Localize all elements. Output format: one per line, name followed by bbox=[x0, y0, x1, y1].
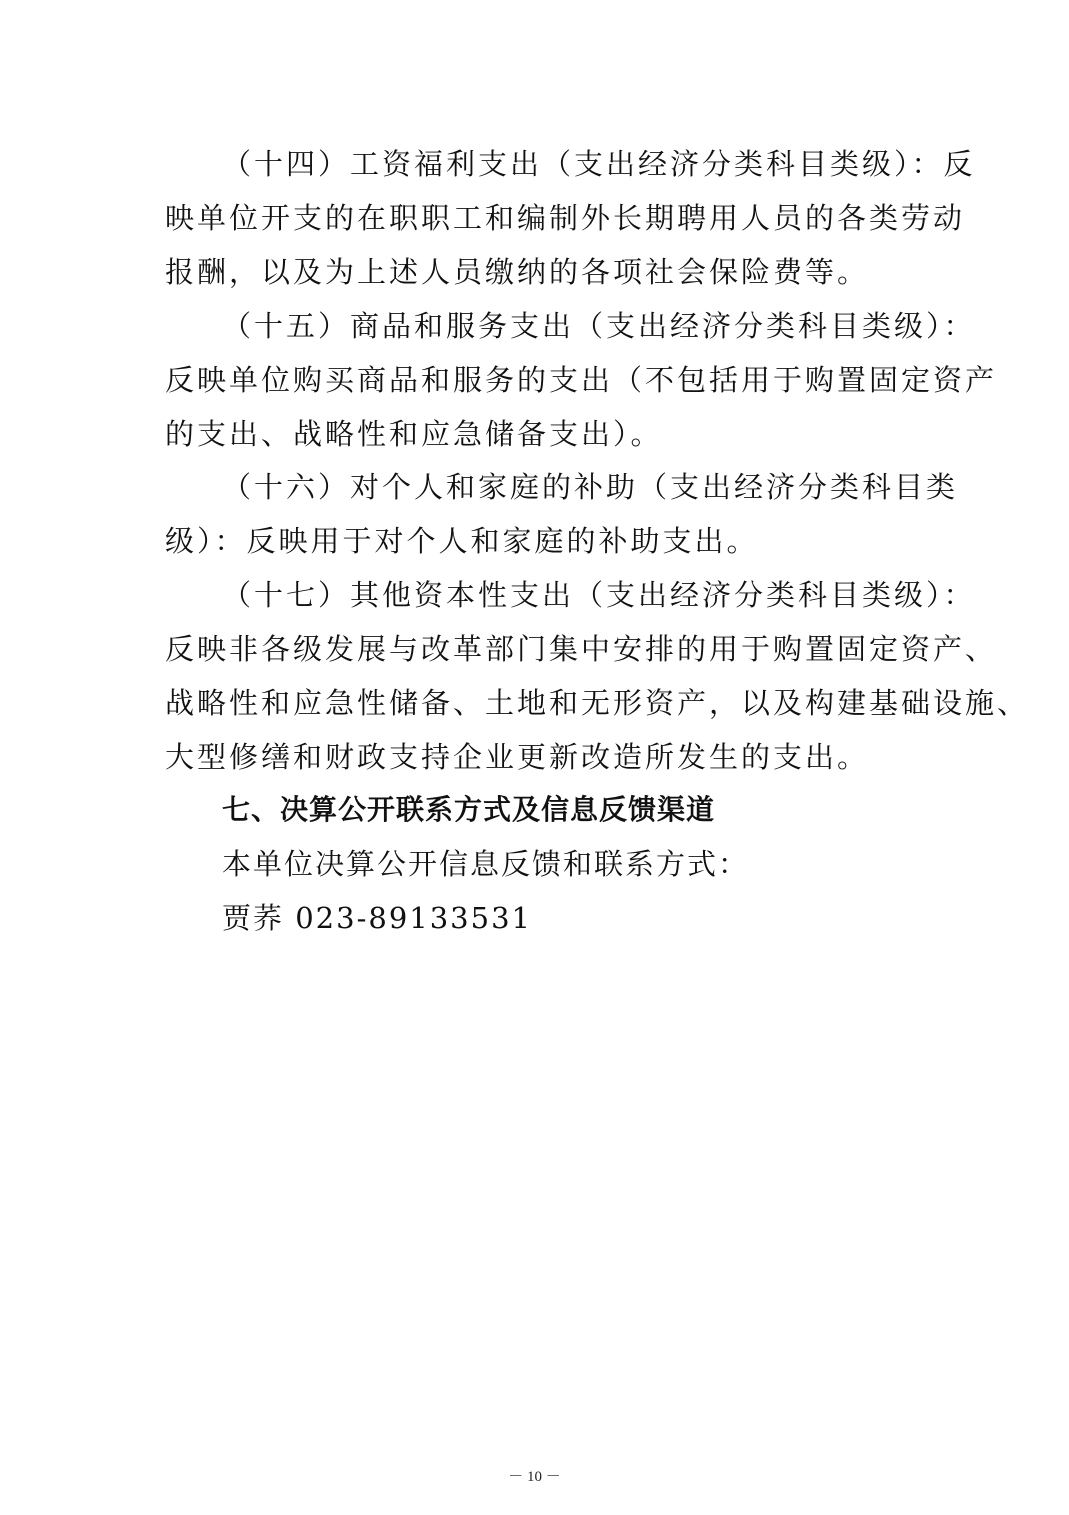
item-17-line-1: （十七）其他资本性支出（支出经济分类科目类级）： bbox=[222, 578, 976, 612]
item-17-line-2: 反映非各级发展与改革部门集中安排的用于购置固定资产、 bbox=[165, 632, 998, 666]
item-14-line-3: 报酬，以及为上述人员缴纳的各项社会保险费等。 bbox=[165, 255, 870, 289]
item-14-line-1: （十四）工资福利支出（支出经济分类科目类级）：反 bbox=[222, 147, 976, 181]
contact-info: 贾荞 023-89133531 bbox=[222, 901, 532, 935]
item-16-line-2: 级）：反映用于对个人和家庭的补助支出。 bbox=[165, 524, 759, 558]
item-15-line-1: （十五）商品和服务支出（支出经济分类科目类级）： bbox=[222, 309, 976, 343]
item-14-line-2: 映单位开支的在职职工和编制外长期聘用人员的各类劳动 bbox=[165, 201, 966, 235]
item-15-line-3: 的支出、战略性和应急储备支出）。 bbox=[165, 417, 663, 451]
item-17-line-3: 战略性和应急性储备、土地和无形资产，以及构建基础设施、 bbox=[165, 686, 1030, 720]
page-number: － 10 － bbox=[508, 1469, 561, 1485]
item-17-line-4: 大型修缮和财政支持企业更新改造所发生的支出。 bbox=[165, 740, 870, 774]
item-16-line-1: （十六）对个人和家庭的补助（支出经济分类科目类 bbox=[222, 470, 959, 504]
section-7-intro: 本单位决算公开信息反馈和联系方式： bbox=[222, 847, 750, 881]
item-15-line-2: 反映单位购买商品和服务的支出（不包括用于购置固定资产 bbox=[165, 363, 998, 397]
section-7-heading: 七、决算公开联系方式及信息反馈渠道 bbox=[222, 793, 716, 826]
